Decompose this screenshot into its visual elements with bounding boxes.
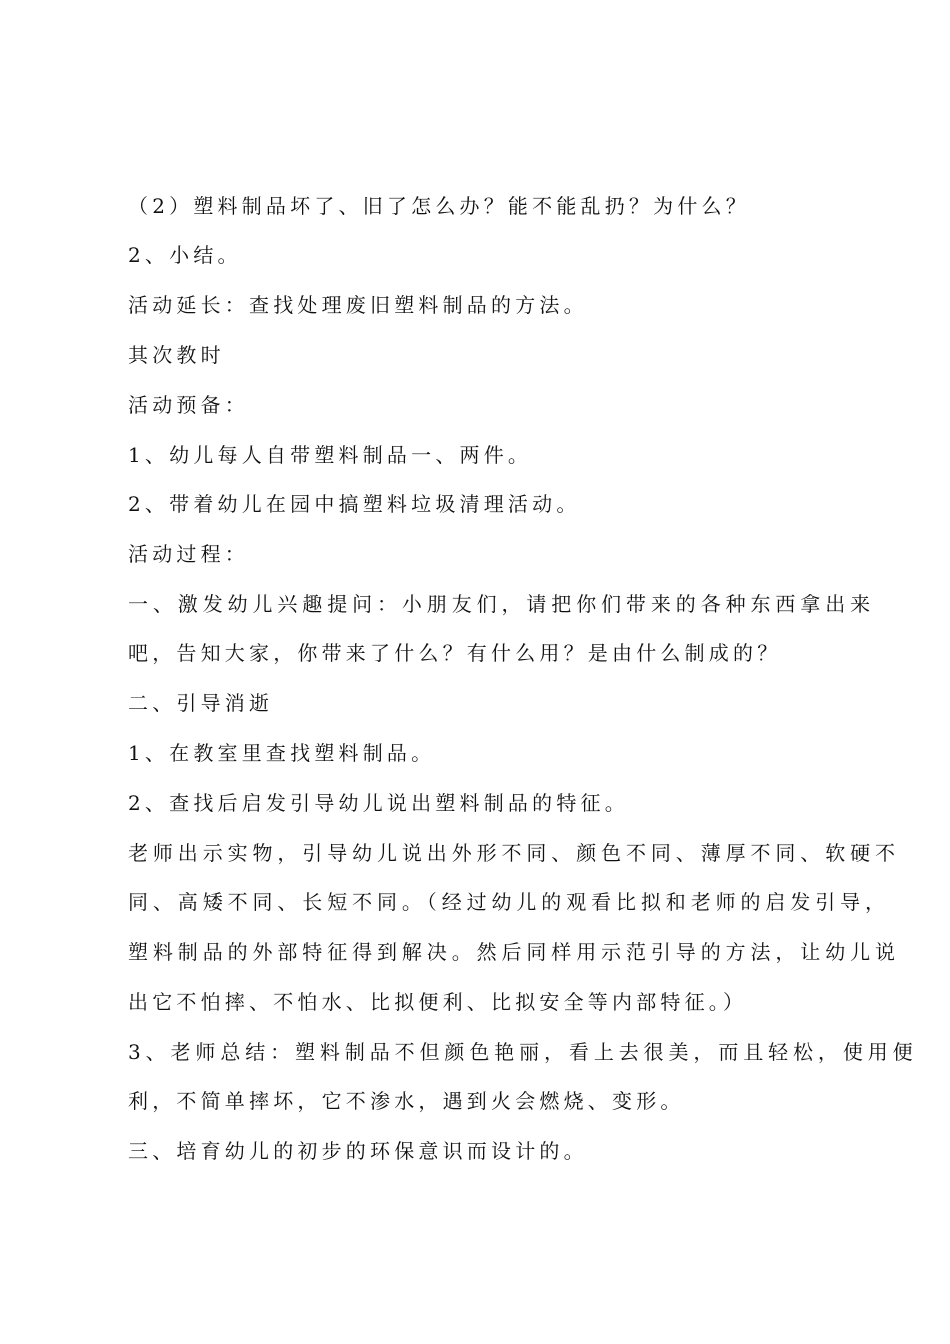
text-line: 2、查找后启发引导幼儿说出塑料制品的特征。 bbox=[128, 791, 629, 815]
text-line: 一、激发幼儿兴趣提问：小朋友们，请把你们带来的各种东西拿出来 bbox=[128, 592, 875, 616]
text-line: 3、老师总结：塑料制品不但颜色艳丽，看上去很美，而且轻松，使用便 bbox=[128, 1040, 918, 1064]
text-line: 1、在教室里查找塑料制品。 bbox=[128, 741, 436, 765]
text-line: 活动延长：查找处理废旧塑料制品的方法。 bbox=[128, 293, 588, 317]
text-line: 二、引导消逝 bbox=[128, 691, 274, 715]
text-line: 利，不简单摔坏，它不渗水，遇到火会燃烧、变形。 bbox=[128, 1089, 685, 1113]
text-line: 塑料制品的外部特征得到解决。然后同样用示范引导的方法，让幼儿说 bbox=[128, 940, 900, 964]
text-line: 2、小结。 bbox=[128, 243, 242, 267]
text-line: 活动预备： bbox=[128, 393, 249, 417]
text-line: 出它不怕摔、不怕水、比拟便利、比拟安全等内部特征。） bbox=[128, 990, 748, 1014]
text-line: 其次教时 bbox=[128, 343, 225, 367]
text-line: 老师出示实物，引导幼儿说出外形不同、颜色不同、薄厚不同、软硬不 bbox=[128, 841, 900, 865]
text-line: 1、幼儿每人自带塑料制品一、两件。 bbox=[128, 443, 533, 467]
text-line: 吧，告知大家，你带来了什么？有什么用？是由什么制成的？ bbox=[128, 641, 782, 665]
text-line: 活动过程： bbox=[128, 542, 249, 566]
text-line: 三、培育幼儿的初步的环保意识而设计的。 bbox=[128, 1139, 588, 1163]
text-line: 2、带着幼儿在园中搞塑料垃圾清理活动。 bbox=[128, 492, 581, 516]
text-line: （2）塑料制品坏了、旧了怎么办？能不能乱扔？为什么？ bbox=[128, 194, 750, 218]
text-line: 同、高矮不同、长短不同。（经过幼儿的观看比拟和老师的启发引导， bbox=[128, 890, 890, 914]
